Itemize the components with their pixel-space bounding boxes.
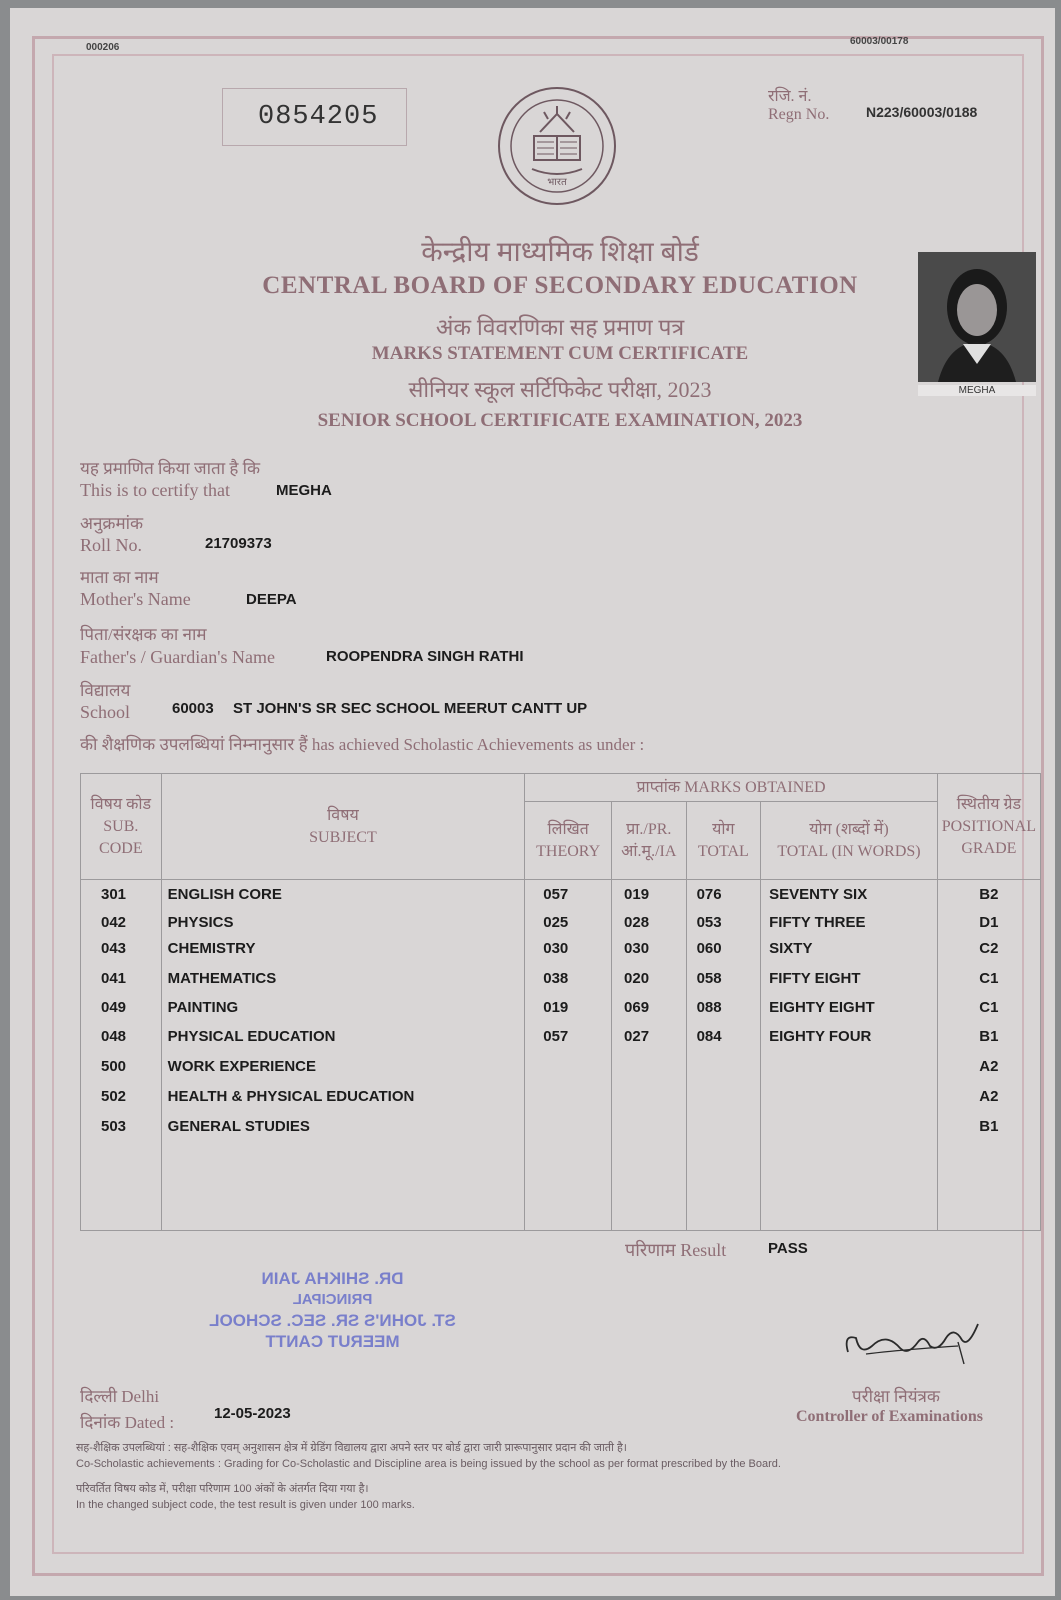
statement-title-hindi: अंक विवरणिका सह प्रमाण पत्र: [435, 315, 685, 340]
header-practical: प्रा./PR. आं.मू./IA: [612, 802, 687, 880]
certify-label-hi: यह प्रमाणित किया जाता है कि: [80, 459, 261, 478]
photo-label: MEGHA: [918, 385, 1036, 396]
principal-stamp: DR. SHIKHA JAIN PRINCIPAL ST. JOHN'S SR. SEC. SCHOOL MEERUT CANTT: [209, 1269, 456, 1351]
board-title-hindi: केन्द्रीय माध्यमिक शिक्षा बोर्ड: [421, 237, 699, 268]
row-subject-name: ENGLISH CORE: [167, 886, 282, 903]
achievements-intro: की शैक्षणिक उपलब्धियां निम्नानुसार हैं has achieved Scholastic Achievements as under :: [80, 735, 645, 754]
col-practical: [612, 880, 687, 1231]
student-photo: [918, 252, 1036, 382]
col-grade: [937, 880, 1040, 1231]
serial-number: 0854205: [258, 102, 379, 132]
col-total-words: [761, 880, 938, 1231]
row-practical-marks: 069: [624, 999, 650, 1016]
row-grade: A2: [979, 1088, 999, 1105]
col-total: [686, 880, 761, 1231]
footnote-1-hindi: सह-शैक्षिक उपलब्धियां : सह-शैक्षिक एवम् अनुशासन क्षेत्र में ग्रेडिंग विद्यालय द्वारा अपने स्तर पर बोर्ड द्वारा जारी प्रारूपानुसार प्रदान की जाती है।: [76, 1442, 627, 1454]
statement-title-english: MARKS STATEMENT CUM CERTIFICATE: [371, 343, 749, 364]
student-name: MEGHA: [276, 482, 332, 499]
regn-label-hi: रजि. नं.: [768, 88, 812, 105]
row-total-marks: 076: [696, 886, 722, 903]
logo-bottom-text: भारत: [547, 177, 567, 188]
exam-title-hindi: सीनियर स्कूल सर्टिफिकेट परीक्षा, 2023: [408, 377, 712, 402]
row-practical-marks: 030: [624, 940, 650, 957]
header-total: योग TOTAL: [686, 802, 761, 880]
row-grade: D1: [979, 914, 999, 931]
row-total-in-words: EIGHTY FOUR: [769, 1028, 872, 1045]
footnote-1-english: Co-Scholastic achievements : Grading for Co-Scholastic and Discipline area is being issued by the school as per format prescribed by the Board.: [76, 1458, 781, 1470]
roll-number: 21709373: [205, 535, 272, 552]
table-body: [81, 880, 1041, 1231]
row-grade: C2: [979, 940, 999, 957]
certify-label-en: This is to certify that: [80, 480, 230, 500]
cbse-logo-icon: [492, 84, 622, 219]
result-value: PASS: [768, 1240, 808, 1257]
row-practical-marks: 020: [624, 970, 650, 987]
row-theory-marks: 030: [543, 940, 569, 957]
place-label: दिल्ली Delhi: [80, 1387, 160, 1406]
row-sub-code: 049: [101, 999, 127, 1016]
row-sub-code: 502: [101, 1088, 127, 1105]
row-total-in-words: EIGHTY EIGHT: [769, 999, 875, 1016]
controller-signature-icon: [838, 1312, 988, 1372]
corner-number-right: 60003/00178: [850, 36, 909, 47]
row-grade: B2: [979, 886, 999, 903]
regn-label-en: Regn No.: [768, 106, 830, 123]
header-positional-grade: स्थितीय ग्रेड POSITIONAL GRADE: [937, 774, 1040, 880]
row-total-in-words: FIFTY THREE: [769, 914, 866, 931]
header-marks-obtained: प्राप्तांक MARKS OBTAINED: [525, 774, 938, 802]
mother-name: DEEPA: [246, 591, 297, 608]
row-total-in-words: SEVENTY SIX: [769, 886, 868, 903]
exam-title-english: SENIOR SCHOOL CERTIFICATE EXAMINATION, 2023: [317, 410, 803, 431]
corner-number-left: 000206: [86, 42, 120, 53]
row-total-marks: 060: [696, 940, 722, 957]
footnote-2-hindi: परिवर्तित विषय कोड में, परीक्षा परिणाम 100 अंकों के अंतर्गत दिया गया है।: [76, 1483, 369, 1495]
header-total-in-words: योग (शब्दों में) TOTAL (IN WORDS): [761, 802, 938, 880]
dated-label: दिनांक Dated :: [80, 1413, 175, 1432]
row-total-in-words: FIFTY EIGHT: [769, 970, 861, 987]
row-sub-code: 048: [101, 1028, 127, 1045]
col-subjects: [161, 880, 525, 1231]
regn-number: N223/60003/0188: [866, 104, 978, 120]
row-grade: C1: [979, 970, 999, 987]
col-codes: [81, 880, 162, 1231]
row-sub-code: 042: [101, 914, 127, 931]
row-practical-marks: 028: [624, 914, 650, 931]
row-sub-code: 500: [101, 1058, 127, 1075]
mother-label-en: Mother's Name: [80, 589, 191, 609]
row-sub-code: 301: [101, 886, 127, 903]
row-total-marks: 058: [696, 970, 722, 987]
header-subject: विषय SUBJECT: [161, 774, 525, 880]
row-subject-name: HEALTH & PHYSICAL EDUCATION: [167, 1088, 415, 1105]
row-sub-code: 041: [101, 970, 127, 987]
controller-label-hi: परीक्षा नियंत्रक: [852, 1387, 940, 1406]
row-grade: B1: [979, 1028, 999, 1045]
header-theory: लिखित THEORY: [525, 802, 612, 880]
row-total-marks: 053: [696, 914, 722, 931]
row-sub-code: 043: [101, 940, 127, 957]
row-subject-name: CHEMISTRY: [167, 940, 256, 957]
father-label-en: Father's / Guardian's Name: [80, 647, 275, 667]
row-grade: C1: [979, 999, 999, 1016]
father-name: ROOPENDRA SINGH RATHI: [326, 648, 524, 665]
mother-label-hi: माता का नाम: [80, 568, 159, 587]
school-code: 60003: [172, 700, 214, 717]
row-theory-marks: 038: [543, 970, 569, 987]
issue-date: 12-05-2023: [214, 1405, 291, 1422]
school-label-en: School: [80, 702, 131, 722]
board-title-english: CENTRAL BOARD OF SECONDARY EDUCATION: [262, 272, 858, 299]
row-practical-marks: 019: [624, 886, 650, 903]
row-subject-name: PHYSICAL EDUCATION: [167, 1028, 336, 1045]
row-subject-name: PHYSICS: [167, 914, 234, 931]
row-grade: B1: [979, 1118, 999, 1135]
row-subject-name: WORK EXPERIENCE: [167, 1058, 317, 1075]
marks-table: [80, 773, 1041, 1231]
row-total-marks: 088: [696, 999, 722, 1016]
row-grade: A2: [979, 1058, 999, 1075]
row-theory-marks: 057: [543, 886, 569, 903]
roll-label-hi: अनुक्रमांक: [80, 514, 144, 533]
row-total-in-words: SIXTY: [769, 940, 813, 957]
row-theory-marks: 057: [543, 1028, 569, 1045]
result-label: परिणाम Result: [625, 1240, 727, 1260]
footnote-2-english: In the changed subject code, the test result is given under 100 marks.: [76, 1499, 415, 1511]
controller-label-en: Controller of Examinations: [796, 1408, 983, 1425]
school-name: ST JOHN'S SR SEC SCHOOL MEERUT CANTT UP: [233, 700, 588, 717]
row-theory-marks: 025: [543, 914, 569, 931]
row-subject-name: MATHEMATICS: [167, 970, 277, 987]
col-theory: [525, 880, 612, 1231]
roll-label-en: Roll No.: [80, 535, 143, 555]
row-sub-code: 503: [101, 1118, 127, 1135]
row-subject-name: GENERAL STUDIES: [167, 1118, 310, 1135]
father-label-hi: पिता/संरक्षक का नाम: [80, 625, 207, 644]
row-practical-marks: 027: [624, 1028, 650, 1045]
header-sub-code: विषय कोड SUB. CODE: [81, 774, 162, 880]
row-subject-name: PAINTING: [167, 999, 239, 1016]
row-theory-marks: 019: [543, 999, 569, 1016]
row-total-marks: 084: [696, 1028, 722, 1045]
school-label-hi: विद्यालय: [80, 681, 131, 700]
